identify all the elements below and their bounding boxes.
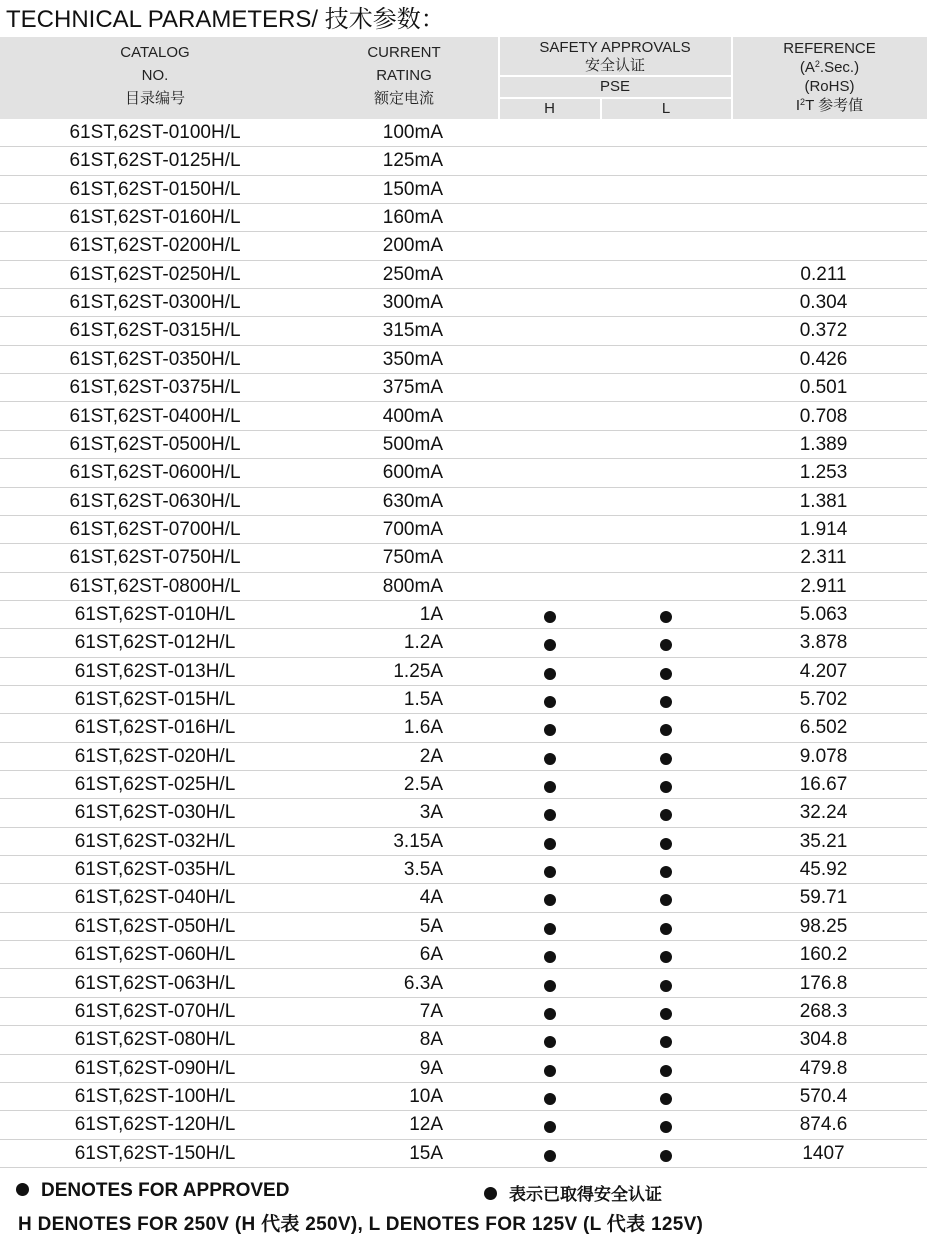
cell-catalog: 61ST,62ST-012H/L <box>74 632 236 654</box>
cell-reference: 0.501 <box>799 377 848 399</box>
approved-h-icon <box>544 923 556 935</box>
cell-catalog: 61ST,62ST-0315H/L <box>69 320 241 342</box>
table-row <box>0 204 927 232</box>
header-divider <box>600 98 602 119</box>
cell-catalog: 61ST,62ST-0250H/L <box>69 263 241 285</box>
cell-reference: 1.914 <box>799 518 848 540</box>
cell-current: 600mA <box>382 462 443 484</box>
cell-reference: 1.381 <box>799 490 848 512</box>
cell-reference: 59.71 <box>799 887 848 909</box>
bullet-icon <box>484 1187 497 1200</box>
header-divider <box>499 97 731 99</box>
table-row <box>0 913 927 941</box>
approved-l-icon <box>660 894 672 906</box>
cell-catalog: 61ST,62ST-070H/L <box>74 1000 236 1022</box>
approved-l-icon <box>660 724 672 736</box>
cell-reference: 479.8 <box>799 1057 848 1079</box>
cell-reference: 160.2 <box>799 944 848 966</box>
approved-l-icon <box>660 781 672 793</box>
approved-l-icon <box>660 951 672 963</box>
table-row <box>0 289 927 317</box>
cell-current: 2A <box>419 745 443 767</box>
cell-current: 3.15A <box>393 830 443 852</box>
cell-reference: 1407 <box>802 1142 845 1164</box>
cell-reference: 2.311 <box>800 547 847 569</box>
cell-catalog: 61ST,62ST-150H/L <box>74 1142 236 1164</box>
cell-catalog: 61ST,62ST-015H/L <box>74 689 236 710</box>
header-safety-line2: 安全认证 <box>584 57 645 74</box>
approved-h-icon <box>544 668 556 680</box>
approved-l-icon <box>660 809 672 821</box>
header-safety-line1: SAFETY APPROVALS <box>539 39 691 56</box>
approved-h-icon <box>544 980 556 992</box>
cell-catalog: 61ST,62ST-016H/L <box>74 717 236 739</box>
cell-catalog: 61ST,62ST-035H/L <box>74 859 236 881</box>
cell-catalog: 61ST,62ST-0600H/L <box>69 462 241 484</box>
cell-catalog: 61ST,62ST-0100H/L <box>69 122 241 143</box>
cell-current: 375mA <box>382 377 443 399</box>
table-row <box>0 1055 927 1083</box>
cell-current: 15A <box>409 1142 443 1164</box>
approved-l-icon <box>660 753 672 765</box>
cell-current: 1.6A <box>403 717 443 739</box>
cell-current: 150mA <box>382 178 443 200</box>
cell-reference: 5.702 <box>799 689 848 710</box>
table-row <box>0 941 927 969</box>
table-row <box>0 176 927 204</box>
approved-h-icon <box>544 753 556 765</box>
approved-l-icon <box>660 866 672 878</box>
header-safety-text <box>499 37 731 76</box>
table-row <box>0 488 927 516</box>
legend-approved-cn <box>484 1180 662 1202</box>
approved-l-icon <box>660 980 672 992</box>
header-pse: PSE <box>599 78 630 95</box>
table-row <box>0 573 927 601</box>
cell-reference: 176.8 <box>799 972 848 994</box>
table-row <box>0 686 927 714</box>
header-catalog <box>0 41 310 110</box>
cell-reference: 0.211 <box>800 263 847 285</box>
cell-current: 160mA <box>382 207 443 229</box>
cell-current: 8A <box>419 1029 443 1051</box>
header-current-line2: RATING <box>376 67 432 84</box>
approved-l-icon <box>660 1121 672 1133</box>
cell-catalog: 61ST,62ST-100H/L <box>74 1085 236 1107</box>
approved-h-icon <box>544 696 556 708</box>
table-row <box>0 261 927 289</box>
header-divider <box>499 75 731 77</box>
cell-reference: 35.21 <box>799 830 848 852</box>
table-row <box>0 799 927 827</box>
header-divider <box>498 37 500 119</box>
approved-h-icon <box>544 951 556 963</box>
approved-l-icon <box>660 838 672 850</box>
cell-current: 125mA <box>382 150 443 172</box>
cell-current: 400mA <box>382 405 443 427</box>
table-header <box>0 37 927 119</box>
legend-approved-en-text: DENOTES FOR APPROVED <box>41 1180 290 1201</box>
approved-h-icon <box>544 1036 556 1048</box>
cell-current: 1.2A <box>403 632 443 654</box>
cell-catalog: 61ST,62ST-080H/L <box>74 1029 236 1051</box>
cell-catalog: 61ST,62ST-0500H/L <box>69 433 241 455</box>
approved-l-icon <box>660 611 672 623</box>
cell-current: 1.25A <box>393 660 443 682</box>
cell-catalog: 61ST,62ST-013H/L <box>74 660 236 682</box>
approved-l-icon <box>660 1008 672 1020</box>
cell-catalog: 61ST,62ST-0375H/L <box>69 377 241 399</box>
cell-current: 5A <box>419 915 443 937</box>
header-ref-line4: $I^2T$ 参考值 <box>795 97 864 114</box>
table-row <box>0 403 927 431</box>
cell-catalog: 61ST,62ST-0400H/L <box>69 405 241 427</box>
approved-l-icon <box>660 668 672 680</box>
cell-current: 7A <box>419 1000 443 1022</box>
table-row <box>0 374 927 402</box>
cell-current: 6.3A <box>403 972 443 994</box>
cell-reference: 1.253 <box>799 462 848 484</box>
cell-current: 630mA <box>382 490 443 512</box>
cell-reference: 0.372 <box>799 320 848 342</box>
table-row <box>0 544 927 572</box>
cell-reference: 9.078 <box>799 745 848 767</box>
header-current <box>310 41 498 110</box>
cell-reference: 5.063 <box>799 603 848 625</box>
cell-reference: 304.8 <box>799 1029 848 1051</box>
approved-h-icon <box>544 1093 556 1105</box>
cell-current: 3A <box>419 802 443 824</box>
cell-reference: 0.426 <box>799 348 848 370</box>
cell-catalog: 61ST,62ST-025H/L <box>74 774 236 796</box>
cell-reference: 4.207 <box>799 660 848 682</box>
cell-catalog: 61ST,62ST-0300H/L <box>69 292 241 314</box>
cell-catalog: 61ST,62ST-0750H/L <box>69 547 241 569</box>
table-row <box>0 459 927 487</box>
header-ref-line1: REFERENCE <box>783 40 876 57</box>
approved-l-icon <box>660 1150 672 1162</box>
cell-current: 800mA <box>382 575 443 597</box>
table-row <box>0 970 927 998</box>
table-row <box>0 771 927 799</box>
cell-catalog: 61ST,62ST-0160H/L <box>69 207 241 229</box>
approved-l-icon <box>660 639 672 651</box>
table-row <box>0 884 927 912</box>
cell-current: 350mA <box>382 348 443 370</box>
header-reference <box>732 39 927 115</box>
cell-reference: 0.304 <box>799 292 848 314</box>
approved-h-icon <box>544 611 556 623</box>
cell-catalog: 61ST,62ST-0700H/L <box>69 518 241 540</box>
cell-catalog: 61ST,62ST-063H/L <box>74 972 236 994</box>
table-row <box>0 346 927 374</box>
approved-h-icon <box>544 866 556 878</box>
table-row <box>0 1111 927 1139</box>
table-row <box>0 431 927 459</box>
cell-current: 100mA <box>382 122 443 143</box>
approved-h-icon <box>544 1008 556 1020</box>
approved-h-icon <box>544 724 556 736</box>
cell-catalog: 61ST,62ST-0150H/L <box>69 178 241 200</box>
legend-approved-en <box>16 1180 289 1202</box>
table-row <box>0 147 927 175</box>
cell-current: 10A <box>409 1085 443 1107</box>
cell-current: 750mA <box>382 547 443 569</box>
approved-l-icon <box>660 923 672 935</box>
approved-l-icon <box>660 1036 672 1048</box>
approved-h-icon <box>544 894 556 906</box>
cell-current: 500mA <box>382 433 443 455</box>
cell-current: 200mA <box>382 235 443 257</box>
legend-voltage-note: H DENOTES FOR 250V (H 代表 250V), L DENOTES FOR 125V (L 代表 125V) <box>18 1214 704 1235</box>
cell-reference: 32.24 <box>799 802 848 824</box>
approved-h-icon <box>544 809 556 821</box>
page-title: TECHNICAL PARAMETERS/ 技术参数： <box>6 6 445 33</box>
table-row <box>0 658 927 686</box>
header-ref-line2: $(A^2.Sec.)$ <box>799 59 860 76</box>
cell-reference: 874.6 <box>799 1114 848 1136</box>
cell-reference: 0.708 <box>799 405 848 427</box>
cell-current: 1.5A <box>403 689 443 710</box>
approved-h-icon <box>544 1065 556 1077</box>
cell-catalog: 61ST,62ST-120H/L <box>74 1114 236 1136</box>
table-row <box>0 516 927 544</box>
approved-h-icon <box>544 639 556 651</box>
table-row <box>0 743 927 771</box>
cell-catalog: 61ST,62ST-040H/L <box>74 887 236 909</box>
cell-current: 12A <box>409 1114 443 1136</box>
cell-current: 300mA <box>382 292 443 314</box>
cell-reference: 98.25 <box>799 915 848 937</box>
cell-reference: 268.3 <box>799 1000 848 1022</box>
approved-h-icon <box>544 838 556 850</box>
table-row <box>0 601 927 629</box>
legend-approved-cn-text: 表示已取得安全认证 <box>509 1185 662 1204</box>
approved-h-icon <box>544 1121 556 1133</box>
table-row <box>0 856 927 884</box>
cell-current: 6A <box>419 944 443 966</box>
cell-catalog: 61ST,62ST-060H/L <box>74 944 236 966</box>
cell-catalog: 61ST,62ST-0630H/L <box>69 490 241 512</box>
cell-catalog: 61ST,62ST-030H/L <box>74 802 236 824</box>
header-catalog-line2: NO. <box>141 67 169 84</box>
cell-catalog: 61ST,62ST-0200H/L <box>69 235 241 257</box>
header-ref-line3: (RoHS) <box>804 78 855 95</box>
table-row <box>0 1026 927 1054</box>
cell-catalog: 61ST,62ST-050H/L <box>74 915 236 937</box>
table-row <box>0 714 927 742</box>
header-catalog-line3: 目录编号 <box>124 90 185 107</box>
table-row <box>0 998 927 1026</box>
cell-current: 2.5A <box>403 774 443 796</box>
approved-h-icon <box>544 1150 556 1162</box>
cell-reference: 3.878 <box>799 632 848 654</box>
cell-catalog: 61ST,62ST-032H/L <box>74 830 236 852</box>
cell-current: 9A <box>419 1057 443 1079</box>
cell-reference: 45.92 <box>799 859 848 881</box>
cell-catalog: 61ST,62ST-010H/L <box>74 603 236 625</box>
table-row <box>0 629 927 657</box>
table-row <box>0 1140 927 1168</box>
bullet-icon <box>16 1183 29 1196</box>
approved-l-icon <box>660 1093 672 1105</box>
header-safety <box>499 37 731 76</box>
header-divider <box>731 37 733 119</box>
header-h: H <box>544 100 555 117</box>
table-row <box>0 317 927 345</box>
cell-reference: 2.911 <box>800 575 847 597</box>
approved-l-icon <box>660 696 672 708</box>
cell-current: 3.5A <box>403 859 443 881</box>
cell-catalog: 61ST,62ST-0800H/L <box>69 575 241 597</box>
cell-reference: 16.67 <box>799 774 848 796</box>
header-catalog-line1: CATALOG <box>120 44 190 61</box>
cell-current: 250mA <box>382 263 443 285</box>
table-row <box>0 119 927 147</box>
header-current-line3: 额定电流 <box>373 90 434 107</box>
cell-current: 700mA <box>382 518 443 540</box>
table-row <box>0 232 927 260</box>
cell-reference: 1.389 <box>799 433 848 455</box>
cell-reference: 6.502 <box>799 717 848 739</box>
cell-catalog: 61ST,62ST-0350H/L <box>69 348 241 370</box>
cell-current: 4A <box>419 887 443 909</box>
approved-l-icon <box>660 1065 672 1077</box>
approved-h-icon <box>544 781 556 793</box>
cell-current: 315mA <box>382 320 443 342</box>
header-l: L <box>661 100 671 117</box>
table-row <box>0 1083 927 1111</box>
table-row <box>0 828 927 856</box>
cell-catalog: 61ST,62ST-090H/L <box>74 1057 236 1079</box>
cell-catalog: 61ST,62ST-020H/L <box>74 745 236 767</box>
header-current-line1: CURRENT <box>367 44 441 61</box>
cell-catalog: 61ST,62ST-0125H/L <box>69 150 241 172</box>
cell-current: 1A <box>419 603 443 625</box>
cell-reference: 570.4 <box>799 1085 848 1107</box>
